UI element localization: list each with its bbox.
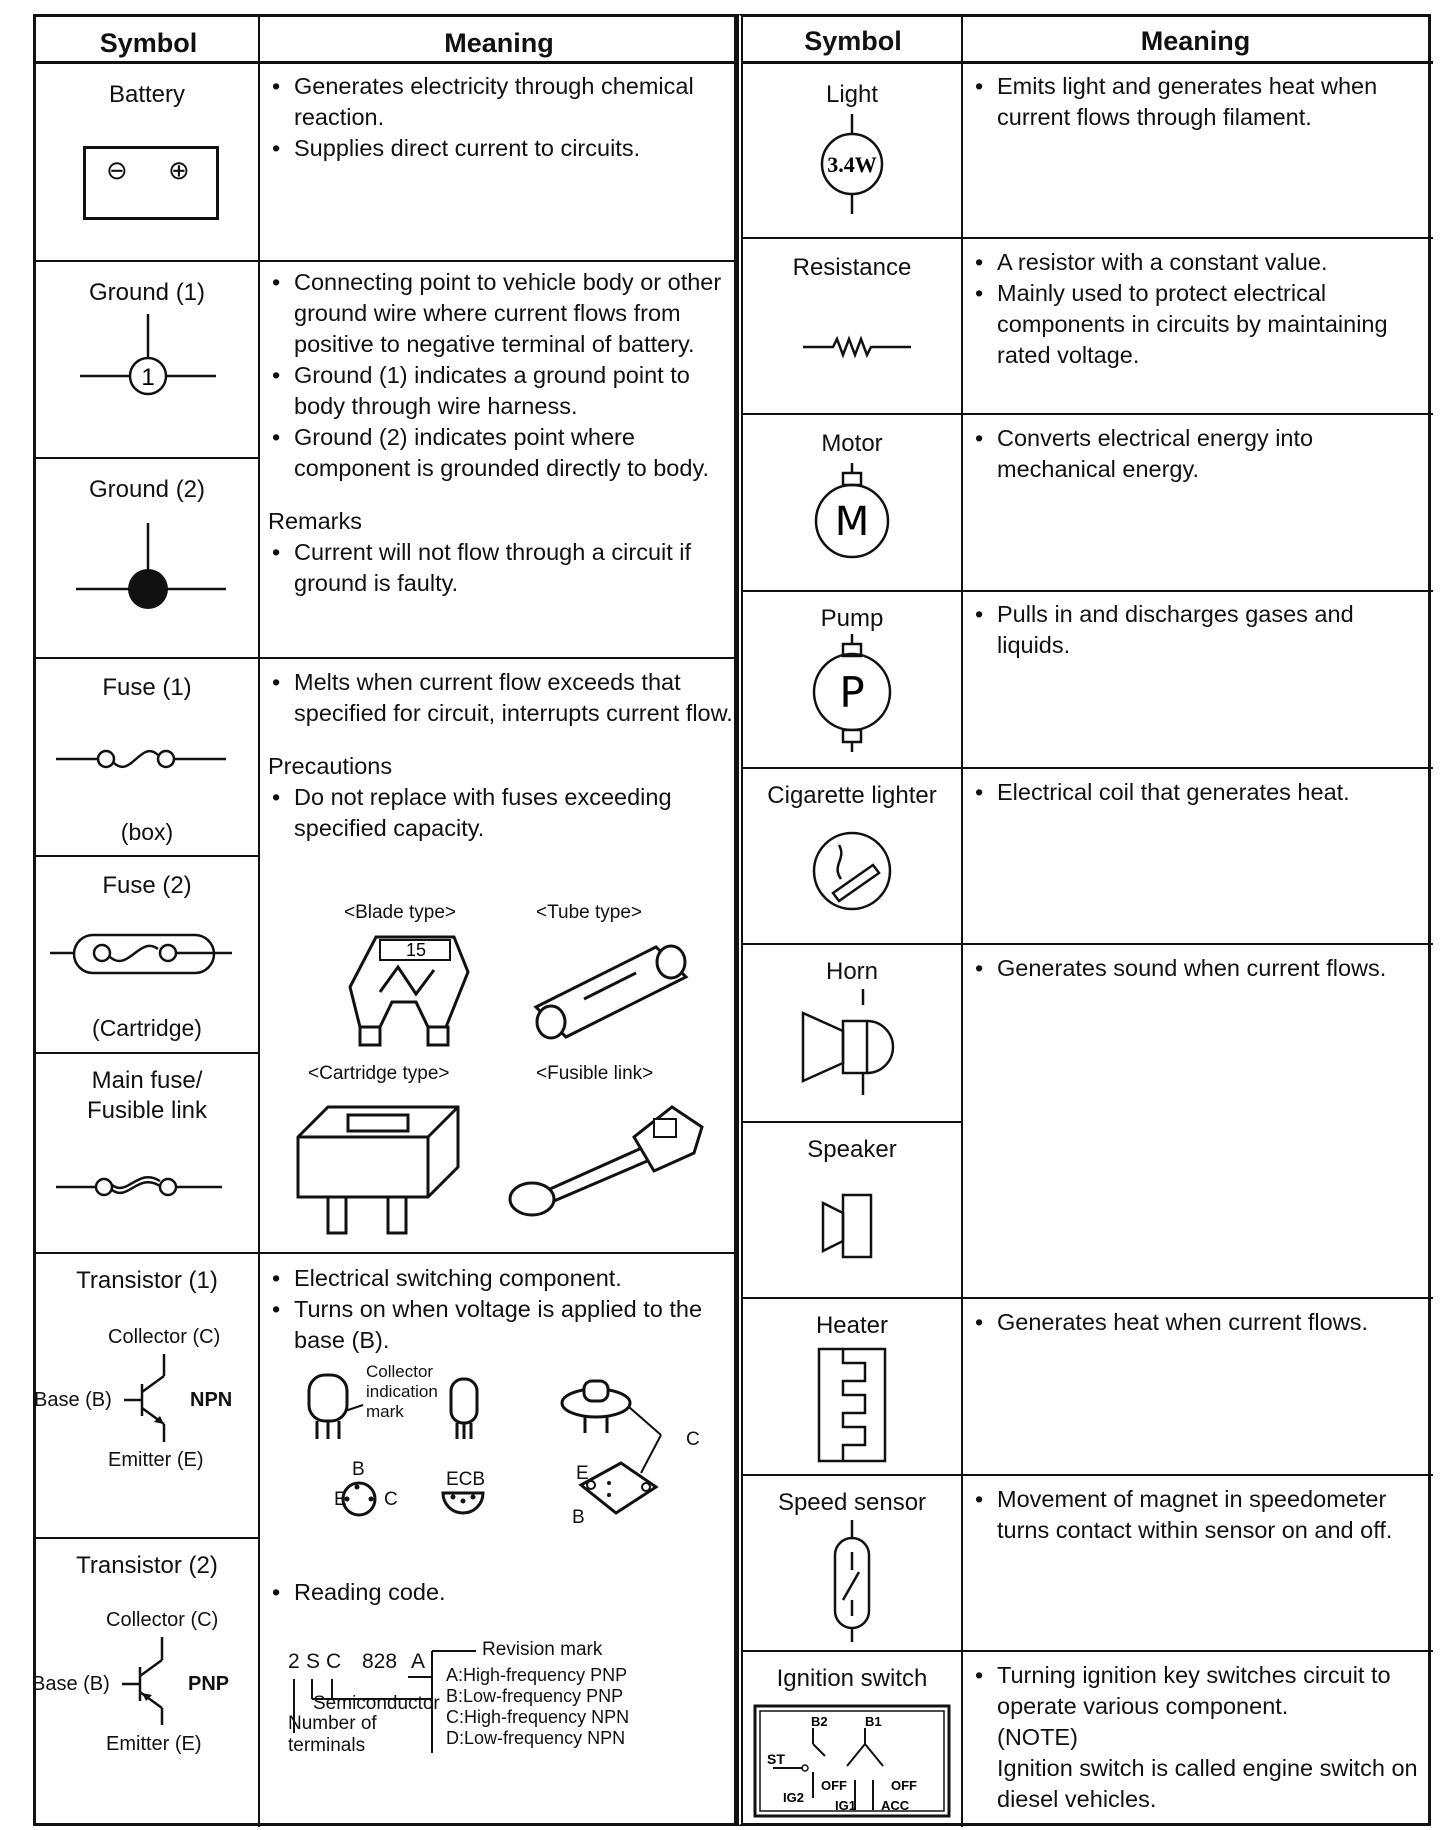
list-item: • A resistor with a constant value. (971, 247, 1427, 278)
transistor2-title: Transistor (2) (76, 1552, 218, 1579)
code-s: S (306, 1650, 321, 1673)
cartridge-fuse-illustration (288, 1097, 468, 1237)
list-item: • Ground (1) indicates a ground point to body through wire harness. (268, 360, 734, 422)
code-d-desc: D:Low-frequency NPN (446, 1728, 626, 1748)
list-item: • Generates sound when current flows. (971, 953, 1427, 984)
ign-b1: B1 (865, 1714, 882, 1729)
transistor2-base: Base (B) (32, 1673, 110, 1695)
ign-off1: OFF (821, 1778, 847, 1793)
ground1-num: 1 (141, 364, 155, 391)
fuse2-sub: (Cartridge) (92, 1015, 202, 1041)
mainfuse-symbol-cell (36, 1054, 258, 1252)
ground1-title: Ground (1) (88, 279, 206, 306)
lighter-meaning (971, 777, 1427, 808)
ign-st: ST (767, 1751, 785, 1767)
motor-letter: M (834, 499, 870, 545)
fuse1-sub: (box) (120, 819, 174, 845)
speaker-symbol-cell (743, 1123, 961, 1297)
list-item: • Current will not flow through a circuit if ground is faulty. (268, 537, 734, 599)
reading-code-lines (276, 1637, 736, 1767)
battery-plus: ⊕ (168, 155, 190, 185)
list-item: • Connecting point to vehicle body or other ground wire where current flows from positive to negative terminal of battery. (268, 267, 734, 360)
transistor-meaning (268, 1263, 734, 1356)
pump-symbol-cell (743, 592, 961, 767)
battery-symbol-cell (36, 64, 258, 260)
ign-ig1: IG1 (835, 1798, 856, 1813)
ground2-title: Ground (2) (88, 476, 206, 503)
pin-ecb: ECB (446, 1469, 486, 1490)
transistor1-emitter: Emitter (E) (108, 1449, 204, 1471)
pin-b-1: B (352, 1459, 365, 1480)
motor-symbol-cell (743, 415, 961, 590)
ignition-note: (NOTE) (997, 1724, 1078, 1750)
battery-meaning (268, 71, 728, 164)
list-item: • Turns on when voltage is applied to the base (B). (268, 1294, 734, 1356)
list-item: • Emits light and generates heat when current flows through filament. (971, 71, 1427, 133)
collector-mark-label: Collector indication mark (366, 1362, 438, 1421)
ground1-icon (36, 262, 258, 457)
lighter-symbol-cell (743, 769, 961, 943)
mainfuse-title: Main fuse/ Fusible link (86, 1067, 208, 1124)
right-table (737, 14, 1431, 1826)
list-item: • Ground (2) indicates point where component is grounded directly to body. (268, 422, 734, 484)
transistor1-base: Base (B) (34, 1389, 112, 1411)
symbol-header: Symbol (99, 28, 198, 58)
transistor2-collector: Collector (C) (106, 1609, 219, 1631)
ignition-note-text: Ignition switch is called engine switch on diesel vehicles. (997, 1755, 1418, 1812)
pin-c-3: C (686, 1429, 700, 1450)
ignition-meaning (971, 1660, 1427, 1815)
speaker-title: Speaker (807, 1136, 897, 1163)
code-a-desc: A:High-frequency PNP (446, 1665, 628, 1685)
light-symbol-cell (743, 64, 961, 237)
transistor2-type: PNP (188, 1673, 230, 1695)
fuse2-title: Fuse (2) (102, 872, 192, 899)
meaning-header: Meaning (444, 28, 554, 58)
speed-meaning (971, 1484, 1427, 1546)
speaker-icon (743, 1123, 961, 1297)
blade-fuse-illustration (336, 932, 476, 1052)
motor-title: Motor (821, 430, 883, 457)
transistor1-collector: Collector (C) (108, 1326, 221, 1348)
transistor2-emitter: Emitter (E) (106, 1733, 202, 1755)
pin-b-3: B (572, 1507, 585, 1528)
transistor1-symbol-cell (36, 1254, 258, 1537)
battery-icon (83, 146, 219, 220)
list-item: • Generates electricity through chemical reaction. (268, 71, 728, 133)
code-2: 2 (288, 1650, 300, 1673)
ignition-title: Ignition switch (776, 1665, 928, 1692)
fusible-link-illustration (504, 1097, 714, 1227)
pump-meaning (971, 599, 1427, 661)
horn-icon (743, 945, 961, 1121)
light-title: Light (825, 81, 879, 108)
pump-title: Pump (820, 605, 884, 632)
motor-meaning (971, 423, 1427, 485)
ground-meaning (268, 267, 734, 599)
cartridge-type-label: <Cartridge type> (308, 1063, 450, 1084)
precautions-title: Precautions (268, 753, 393, 779)
ground1-symbol-cell (36, 262, 258, 457)
pump-letter: P (839, 668, 865, 717)
npn-transistor-icon (36, 1254, 258, 1537)
light-meaning (971, 71, 1427, 133)
heater-symbol-cell (743, 1299, 961, 1474)
resistance-meaning (971, 247, 1427, 371)
list-item: • Turning ignition key switches circuit to operate various component. (971, 1660, 1427, 1722)
tube-fuse-illustration (526, 937, 706, 1037)
resistance-symbol-cell (743, 239, 961, 413)
heater-title: Heater (815, 1312, 889, 1339)
blade-fuse-number: 15 (405, 940, 427, 960)
ign-b2: B2 (811, 1714, 828, 1729)
code-b-desc: B:Low-frequency PNP (446, 1686, 624, 1706)
speed-sensor-icon (743, 1476, 961, 1650)
speed-symbol-cell (743, 1476, 961, 1650)
meaning-header-right: Meaning (1140, 26, 1251, 56)
list-item: • Mainly used to protect electrical components in circuits by maintaining rated voltage. (971, 278, 1427, 371)
transistor-packages-illustration (291, 1365, 711, 1535)
semiconductor-label: Semiconductor (313, 1693, 440, 1714)
reading-code (268, 1577, 734, 1608)
fuse2-symbol-cell (36, 857, 258, 1052)
cigarette-lighter-icon (743, 769, 961, 943)
blade-type-label: <Blade type> (344, 902, 456, 923)
fuse-meaning (268, 667, 734, 844)
transistor1-title: Transistor (1) (76, 1267, 218, 1294)
horn-symbol-cell (743, 945, 961, 1121)
ign-off2: OFF (891, 1778, 917, 1793)
symbol-header-right: Symbol (804, 26, 902, 56)
transistor1-type: NPN (190, 1389, 233, 1411)
battery-minus: ⊖ (106, 155, 128, 185)
code-a: A (411, 1650, 426, 1673)
list-item: • Supplies direct current to circuits. (268, 133, 728, 164)
fusible-link-label: <Fusible link> (536, 1063, 654, 1084)
revision-mark-label: Revision mark (482, 1639, 603, 1660)
pin-e-3: E (576, 1463, 589, 1484)
ground2-icon (36, 459, 258, 657)
horn-title: Horn (825, 958, 879, 985)
list-item: • Generates heat when current flows. (971, 1307, 1427, 1338)
code-c: C (326, 1650, 342, 1673)
ignition-switch-icon (743, 1652, 961, 1827)
ground2-symbol-cell (36, 459, 258, 657)
ign-acc: ACC (881, 1798, 910, 1813)
light-icon (743, 64, 961, 237)
battery-title: Battery (108, 81, 186, 108)
ign-ig2: IG2 (783, 1790, 804, 1805)
list-item: • Movement of magnet in speedometer turns contact within sensor on and off. (971, 1484, 1427, 1546)
list-item: • Pulls in and discharges gases and liquids. (971, 599, 1427, 661)
resistor-icon (743, 239, 961, 413)
code-num: 828 (362, 1650, 398, 1673)
list-item: • Converts electrical energy into mechanical energy. (971, 423, 1427, 485)
lighter-title: Cigarette lighter (767, 782, 937, 809)
pnp-transistor-icon (36, 1539, 258, 1827)
speed-title: Speed sensor (777, 1489, 927, 1516)
code-c-desc: C:High-frequency NPN (446, 1707, 630, 1727)
fuse1-title: Fuse (1) (102, 674, 192, 701)
resistance-title: Resistance (792, 254, 912, 281)
ignition-symbol-cell (743, 1652, 961, 1827)
transistor2-symbol-cell (32, 1539, 258, 1827)
pin-c-1: C (384, 1489, 398, 1510)
heater-meaning (971, 1307, 1427, 1338)
list-item: • Electrical switching component. (268, 1263, 734, 1294)
motor-icon (743, 415, 961, 590)
light-label: 3.4W (827, 152, 877, 177)
fuse1-symbol-cell (36, 659, 258, 855)
list-item: • Melts when current flow exceeds that specified for circuit, interrupts current flow. (268, 667, 734, 729)
mainfuse-icon (36, 1054, 258, 1252)
left-table (33, 14, 737, 1826)
terminals-label: Number of terminals (288, 1713, 377, 1756)
list-item: • Electrical coil that generates heat. (971, 777, 1427, 808)
list-item: • Reading code. (268, 1577, 734, 1608)
remarks-title: Remarks (268, 508, 363, 534)
list-item: • Do not replace with fuses exceeding specified capacity. (268, 782, 734, 844)
tube-type-label: <Tube type> (536, 902, 642, 923)
heater-icon (743, 1299, 961, 1474)
horn-meaning (971, 953, 1427, 984)
pump-icon (743, 592, 961, 767)
pin-e-1: E (334, 1489, 347, 1510)
